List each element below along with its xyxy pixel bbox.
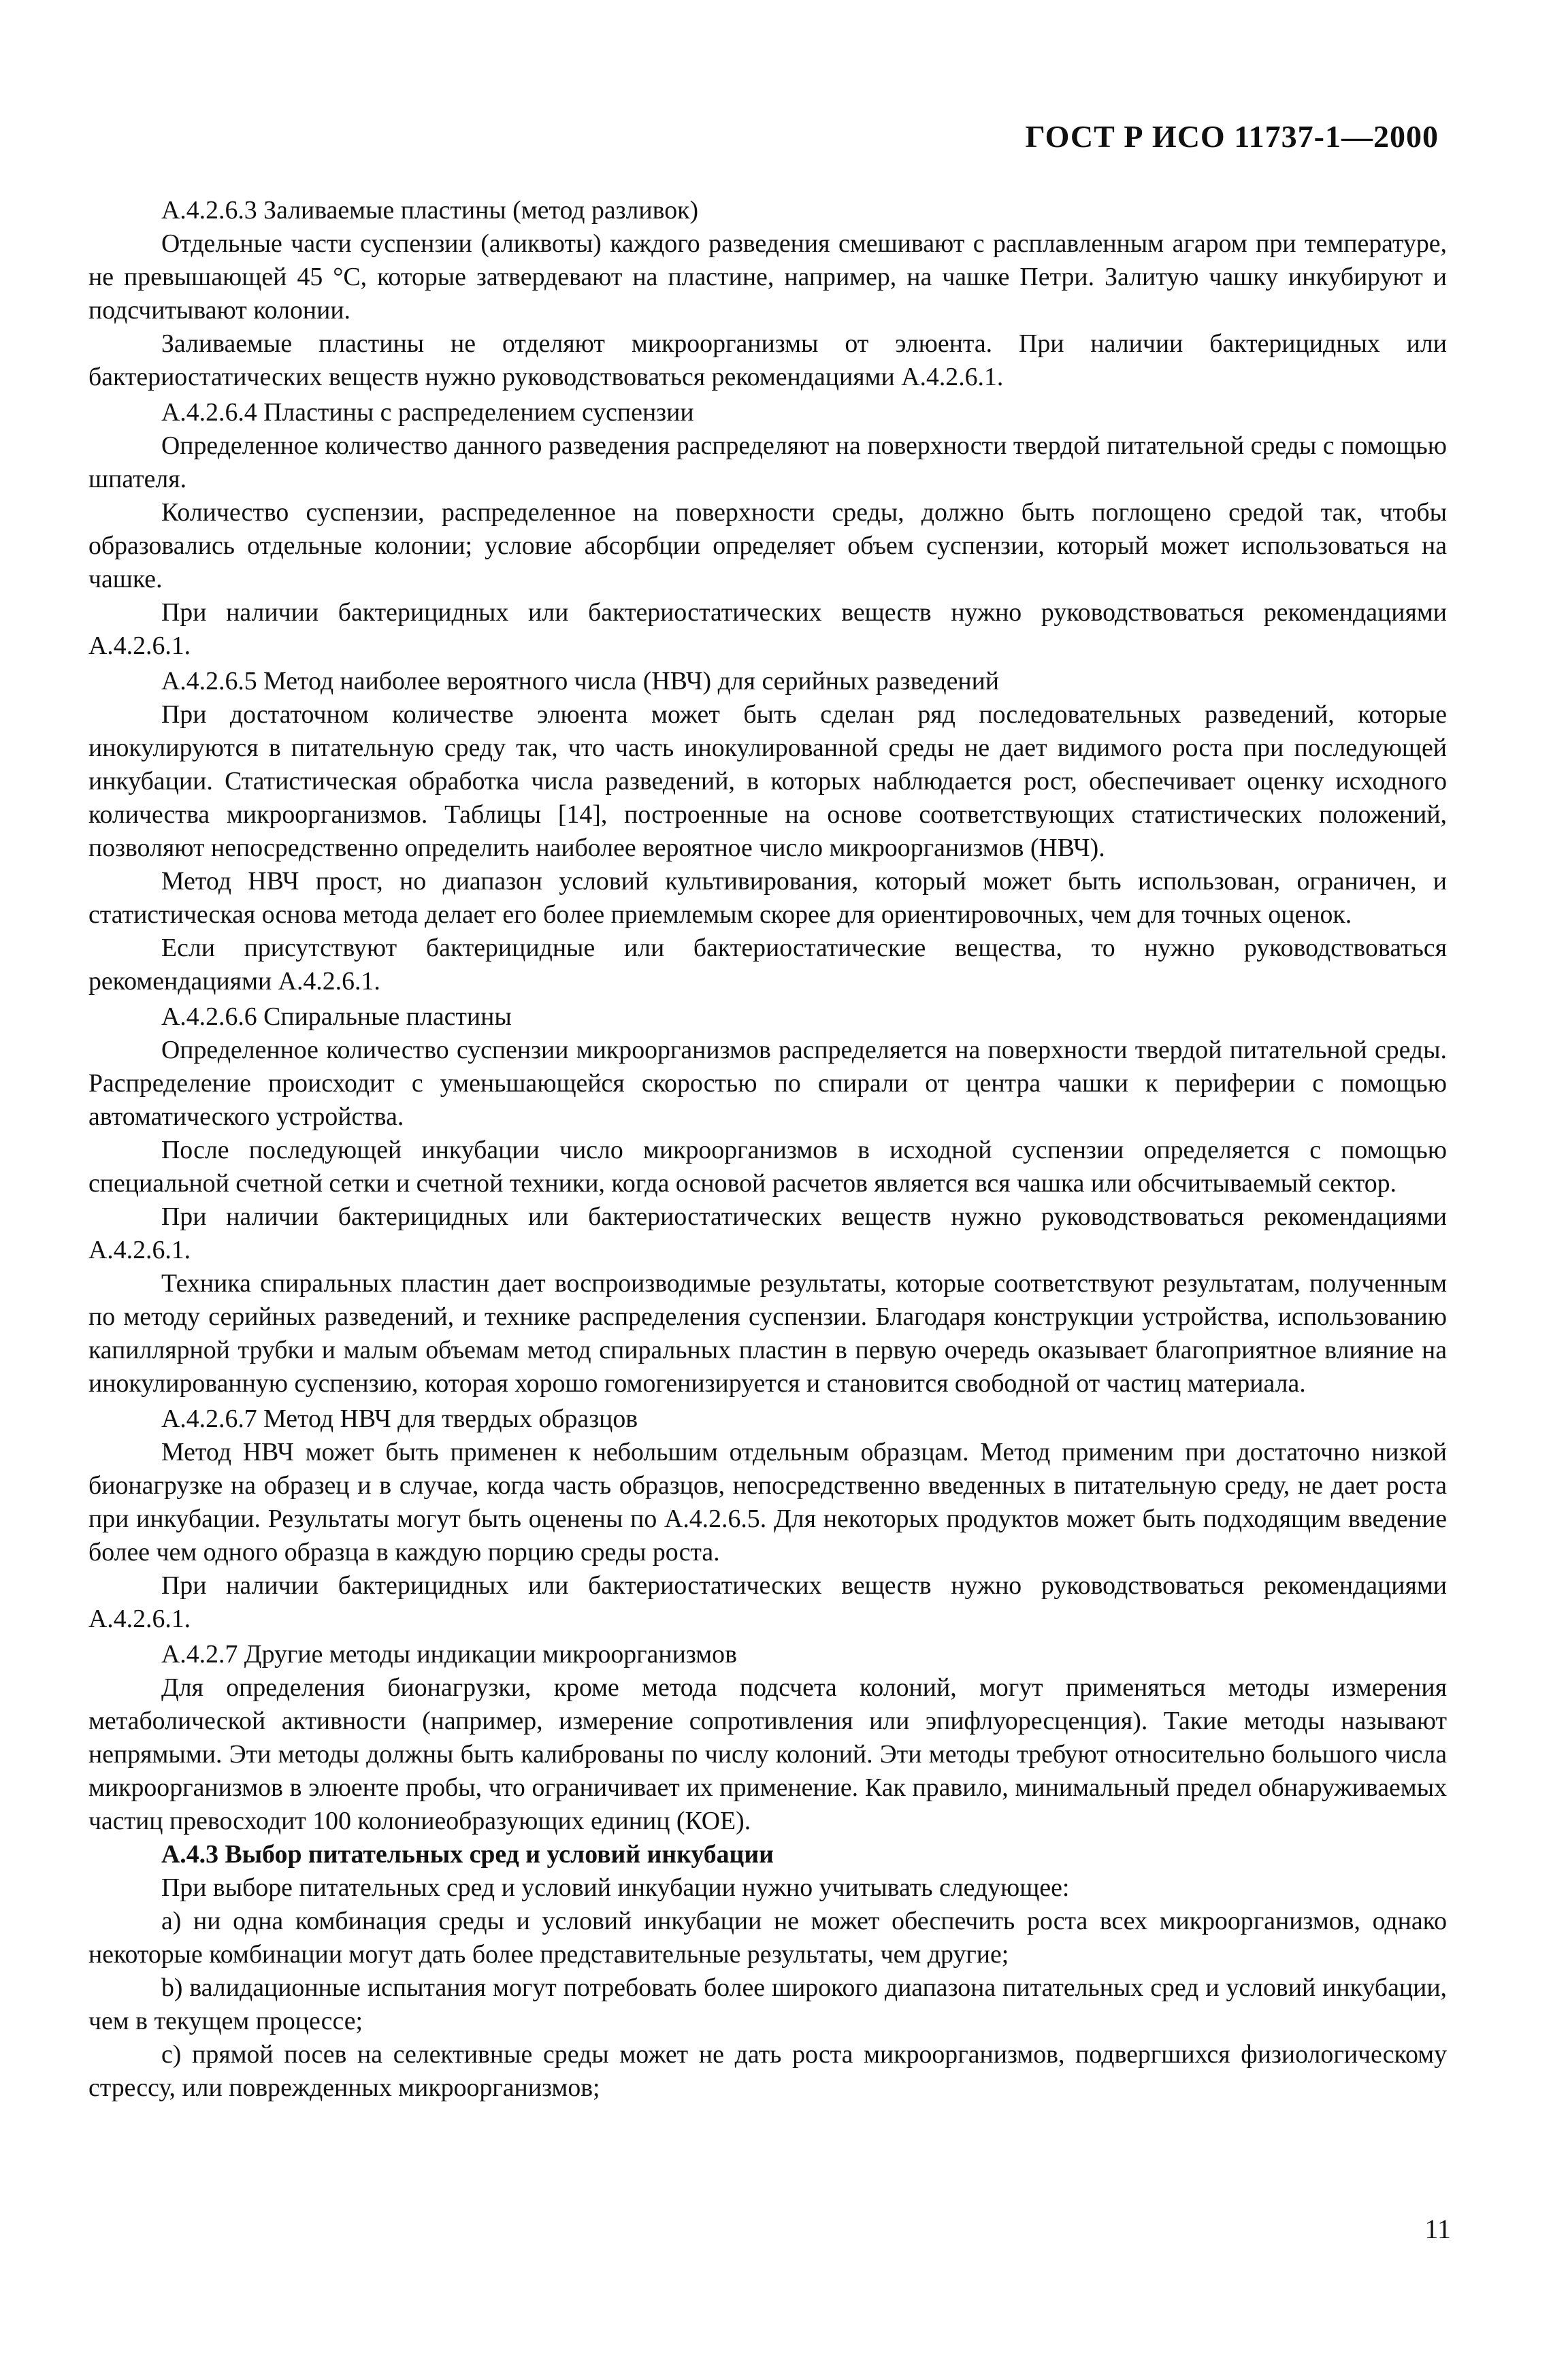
paragraph: Техника спиральных пластин дает воспроизводимые результаты, которые соответствуют результатам, полученным по методу серийных разведений, и технике распределения суспензии. Благодаря конструкции устройства, использованию капиллярной трубки и малым объемам метод спиральных пластин в первую очередь оказывает благоприятное влияние на инокулированную суспензию, которая хорошо гомогенизируется и становится свободной от частиц материала.	[88, 1269, 1447, 1398]
subsection-heading: А.4.2.6.6 Спиральные пластины	[161, 1002, 512, 1031]
subsection-heading: А.4.2.6.4 Пластины с распределением суспензии	[161, 398, 694, 427]
subsection-heading: А.4.2.6.3 Заливаемые пластины (метод разливок)	[161, 196, 699, 225]
paragraph: Если присутствуют бактерицидные или бактериостатические вещества, то нужно руководствоваться рекомендациями А.4.2.6.1.	[88, 934, 1447, 996]
paragraph: Количество суспензии, распределенное на поверхности среды, должно быть поглощено средой так, чтобы образовались отдельные колонии; условие абсорбции определяет объем суспензии, который может использоваться на чашке.	[88, 498, 1447, 593]
paragraph: После последующей инкубации число микроорганизмов в исходной суспензии определяется с помощью специальной счетной сетки и счетной техники, когда основой расчетов является вся чашка или обсчитываемый сектор.	[88, 1136, 1447, 1198]
paragraph: Определенное количество данного разведения распределяют на поверхности твердой питательной среды с помощью шпателя.	[88, 431, 1447, 493]
standard-header: ГОСТ Р ИСО 11737-1—2000	[1025, 119, 1439, 154]
list-item: а) ни одна комбинация среды и условий инкубации не может обеспечить роста всех микроорганизмов, однако некоторые комбинации могут дать более представительные результаты, чем другие;	[88, 1907, 1447, 1969]
paragraph: Метод НВЧ прост, но диапазон условий культивирования, который может быть использован, ограничен, и статистическая основа метода делает его более приемлемым скорее для ориентировочных, чем для точных оценок.	[88, 867, 1447, 929]
page-number: 11	[1424, 2214, 1451, 2244]
paragraph: При наличии бактерицидных или бактериостатических веществ нужно руководствоваться рекомендациями А.4.2.6.1.	[88, 1571, 1447, 1633]
document-body	[88, 192, 1447, 2105]
paragraph: Метод НВЧ может быть применен к небольшим отдельным образцам. Метод применим при достаточно низкой бионагрузке на образец и в случае, когда часть образцов, непосредственно введенных в питательную среду, не дает роста при инкубации. Результаты могут быть оценены по А.4.2.6.5. Для некоторых продуктов может быть подходящим введение более чем одного образца в каждую порцию среды роста.	[88, 1438, 1447, 1567]
subsection-heading: А.4.2.6.5 Метод наиболее вероятного числа (НВЧ) для серийных разведений	[161, 667, 1000, 695]
subsection-heading: А.4.2.6.7 Метод НВЧ для твердых образцов	[161, 1405, 638, 1433]
paragraph: При наличии бактерицидных или бактериостатических веществ нужно руководствоваться рекомендациями А.4.2.6.1.	[88, 1202, 1447, 1264]
paragraph: При наличии бактерицидных или бактериостатических веществ нужно руководствоваться рекомендациями А.4.2.6.1.	[88, 598, 1447, 660]
paragraph: Для определения бионагрузки, кроме метода подсчета колоний, могут применяться методы измерения метаболической активности (например, измерение сопротивления или эпифлуоресценция). Такие методы называют непрямыми. Эти методы должны быть калиброваны по числу колоний. Эти методы требуют относительно большого числа микроорганизмов в элюенте пробы, что ограничивает их применение. Как правило, минимальный предел обнаруживаемых частиц превосходит 100 колониеобразующих единиц (КОЕ).	[88, 1673, 1447, 1835]
list-item: b) валидационные испытания могут потребовать более широкого диапазона питательных сред и условий инкубации, чем в текущем процессе;	[88, 1973, 1447, 2035]
subsection-heading: А.4.2.7 Другие методы индикации микроорганизмов	[161, 1640, 737, 1669]
paragraph: Отдельные части суспензии (аликвоты) каждого разведения смешивают с расплавленным агаром при температуре, не превышающей 45 °С, которые затвердевают на пластине, например, на чашке Петри. Залитую чашку инкубируют и подсчитывают колонии.	[88, 229, 1447, 325]
paragraph: При достаточном количестве элюента может быть сделан ряд последовательных разведений, которые инокулируются в питательную среду так, что часть инокулированной среды не дает видимого роста при последующей инкубации. Статистическая обработка числа разведений, в которых наблюдается рост, обеспечивает оценку исходного количества микроорганизмов. Таблицы [14], построенные на основе соответствующих статистических положений, позволяют непосредственно определить наиболее вероятное число микроорганизмов (НВЧ).	[88, 700, 1447, 862]
paragraph: Определенное количество суспензии микроорганизмов распределяется на поверхности твердой питательной среды. Распределение происходит с уменьшающейся скоростью по спирали от центра чашки к периферии с помощью автоматического устройства.	[88, 1036, 1447, 1131]
list-item: с) прямой посев на селективные среды может не дать роста микроорганизмов, подвергшихся физиологическому стрессу, или поврежденных микроорганизмов;	[88, 2040, 1447, 2102]
section-heading: А.4.3 Выбор питательных сред и условий инкубации	[161, 1840, 774, 1869]
paragraph: При выборе питательных сред и условий инкубации нужно учитывать следующее:	[161, 1873, 1070, 1902]
paragraph: Заливаемые пластины не отделяют микроорганизмы от элюента. При наличии бактерицидных или бактериостатических веществ нужно руководствоваться рекомендациями А.4.2.6.1.	[88, 329, 1447, 391]
